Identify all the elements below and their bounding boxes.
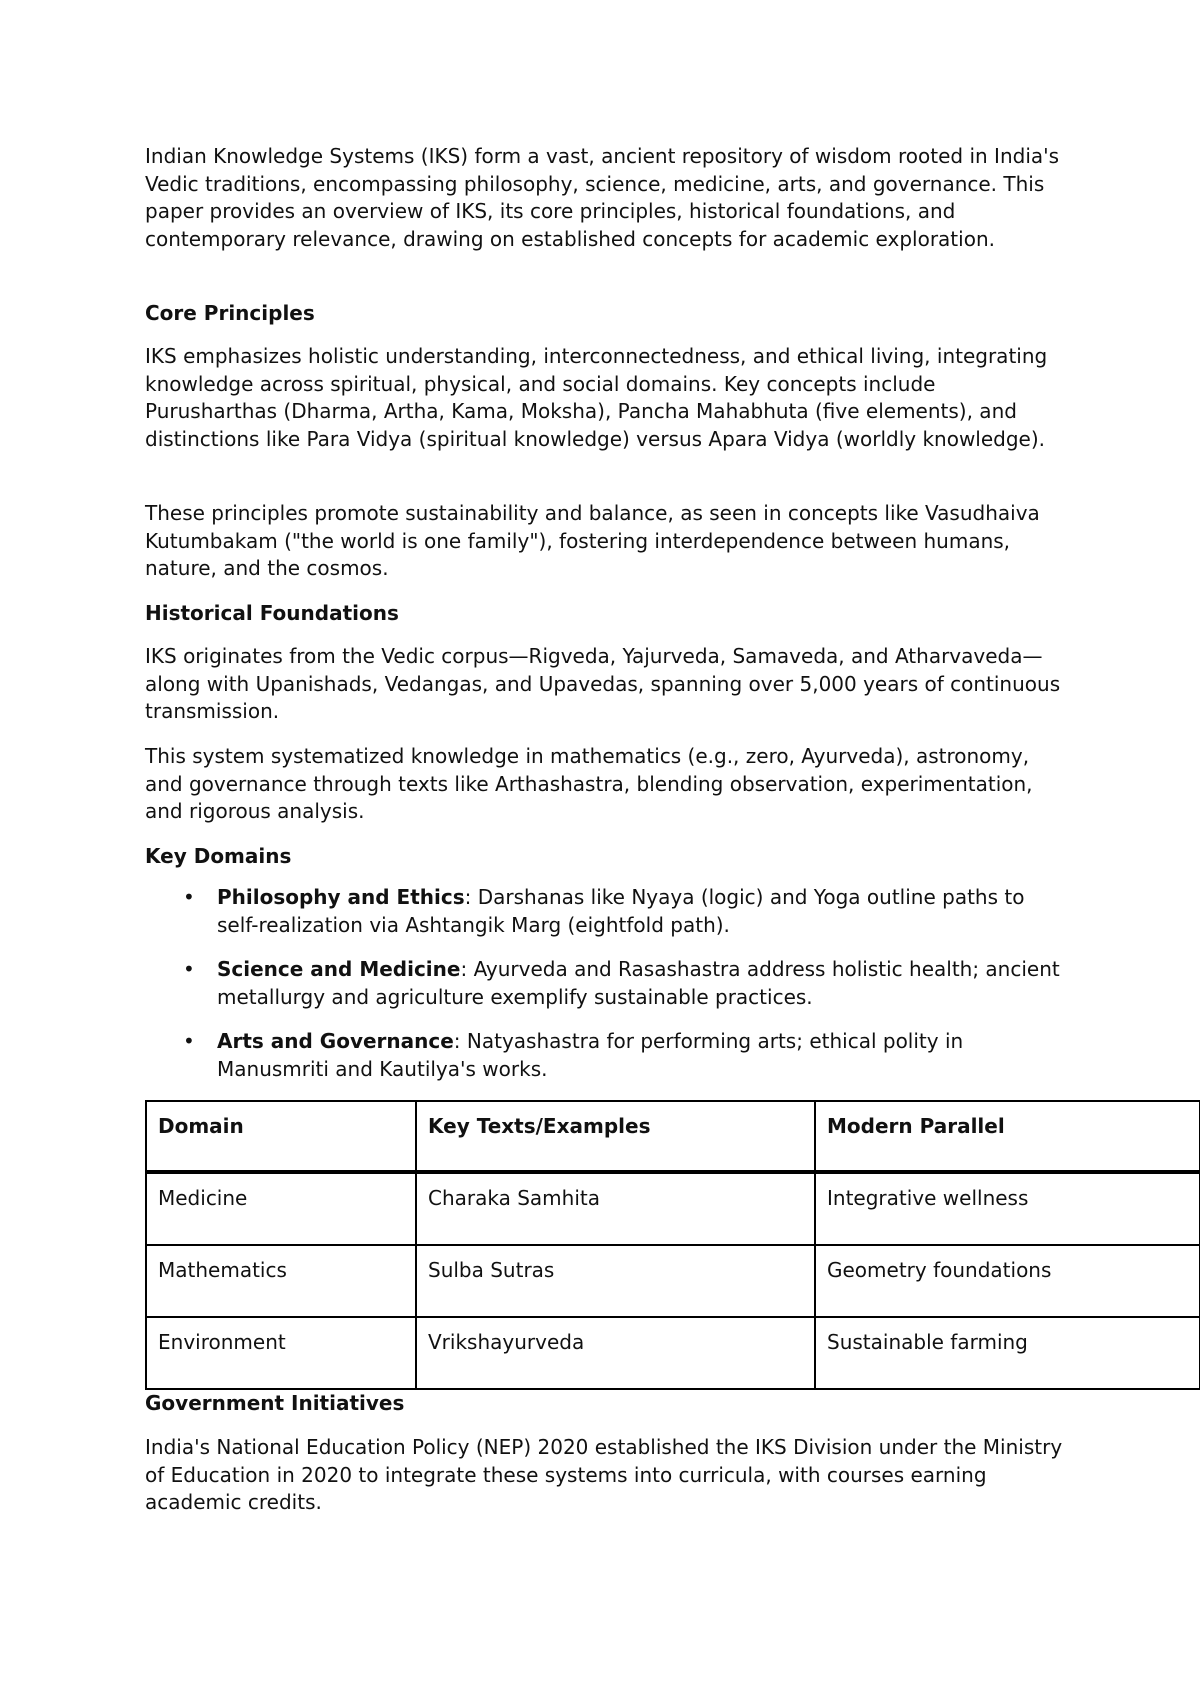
bullet-icon: • [183,885,195,909]
table-row [146,1172,1200,1245]
table-row [146,1245,1200,1317]
bullet-term: Arts and Governance [217,1029,454,1053]
bullet-icon: • [183,1029,195,1053]
list-item [145,955,1065,1011]
table-cell: Sustainable farming [815,1317,1200,1389]
table-header-key-texts: Key Texts/Examples [416,1101,815,1172]
bullet-term: Philosophy and Ethics [217,885,465,909]
table-cell: Vrikshayurveda [416,1317,815,1389]
table-row [146,1317,1200,1389]
history-paragraph-2: This system systematized knowledge in mathematics (e.g., zero, Ayurveda), astronomy, and governance through texts like Arthashastra, blending observation, experimentation, and rigorous analysis. [145,744,1033,823]
bullet-text: : Darshanas like Nyaya (logic) and Yoga outline paths to self-realization via Ashtangik Marg (eightfold path). [217,885,1025,937]
heading-key-domains: Key Domains [145,844,292,868]
bullet-text: : Natyashastra for performing arts; ethical polity in Manusmriti and Kautilya's works. [217,1029,964,1081]
table-header-modern-parallel: Modern Parallel [815,1101,1200,1172]
table-cell: Medicine [146,1172,416,1245]
table-cell: Integrative wellness [815,1172,1200,1245]
table-header-row [146,1101,1200,1172]
domains-table [145,1100,1200,1390]
core-paragraph-1: IKS emphasizes holistic understanding, interconnectedness, and ethical living, integrating knowledge across spiritual, physical, and social domains. Key concepts include Purusharthas (Dharma, Artha, Kama, Moksha), Pancha Mahabhuta (five elements), and distinctions like Para Vidya (spiritual knowledge) versus Apara Vidya (worldly knowledge). [145,344,1048,451]
bullet-text: : Ayurveda and Rasashastra address holistic health; ancient metallurgy and agriculture exemplify sustainable practices. [217,957,1060,1009]
bullet-term: Science and Medicine [217,957,461,981]
history-paragraph-1: IKS originates from the Vedic corpus—Rigveda, Yajurveda, Samaveda, and Atharvaveda—along with Upanishads, Vedangas, and Upavedas, spanning over 5,000 years of continuous transmission. [145,644,1061,723]
table-cell: Sulba Sutras [416,1245,815,1317]
gov-paragraph-1: India's National Education Policy (NEP) 2020 established the IKS Division under the Ministry of Education in 2020 to integrate these systems into curricula, with courses earning academic credits. [145,1435,1063,1514]
core-paragraph-2: These principles promote sustainability and balance, as seen in concepts like Vasudhaiva Kutumbakam ("the world is one family"), fostering interdependence between humans, nature, and the cosmos. [145,501,1040,580]
heading-core-principles: Core Principles [145,301,315,325]
heading-government-initiatives: Government Initiatives [145,1391,405,1415]
table-cell: Charaka Samhita [416,1172,815,1245]
table-cell: Mathematics [146,1245,416,1317]
heading-historical-foundations: Historical Foundations [145,601,399,625]
table-cell: Geometry foundations [815,1245,1200,1317]
bullet-icon: • [183,957,195,981]
table-header-domain: Domain [146,1101,416,1172]
list-item [145,883,1065,939]
list-item [145,1027,1065,1083]
key-domains-list [145,883,1065,1099]
intro-paragraph: Indian Knowledge Systems (IKS) form a vast, ancient repository of wisdom rooted in India's Vedic traditions, encompassing philosophy, science, medicine, arts, and governance. This paper provides an overview of IKS, its core principles, historical foundations, and contemporary relevance, drawing on established concepts for academic exploration. [145,144,1060,251]
table-cell: Environment [146,1317,416,1389]
